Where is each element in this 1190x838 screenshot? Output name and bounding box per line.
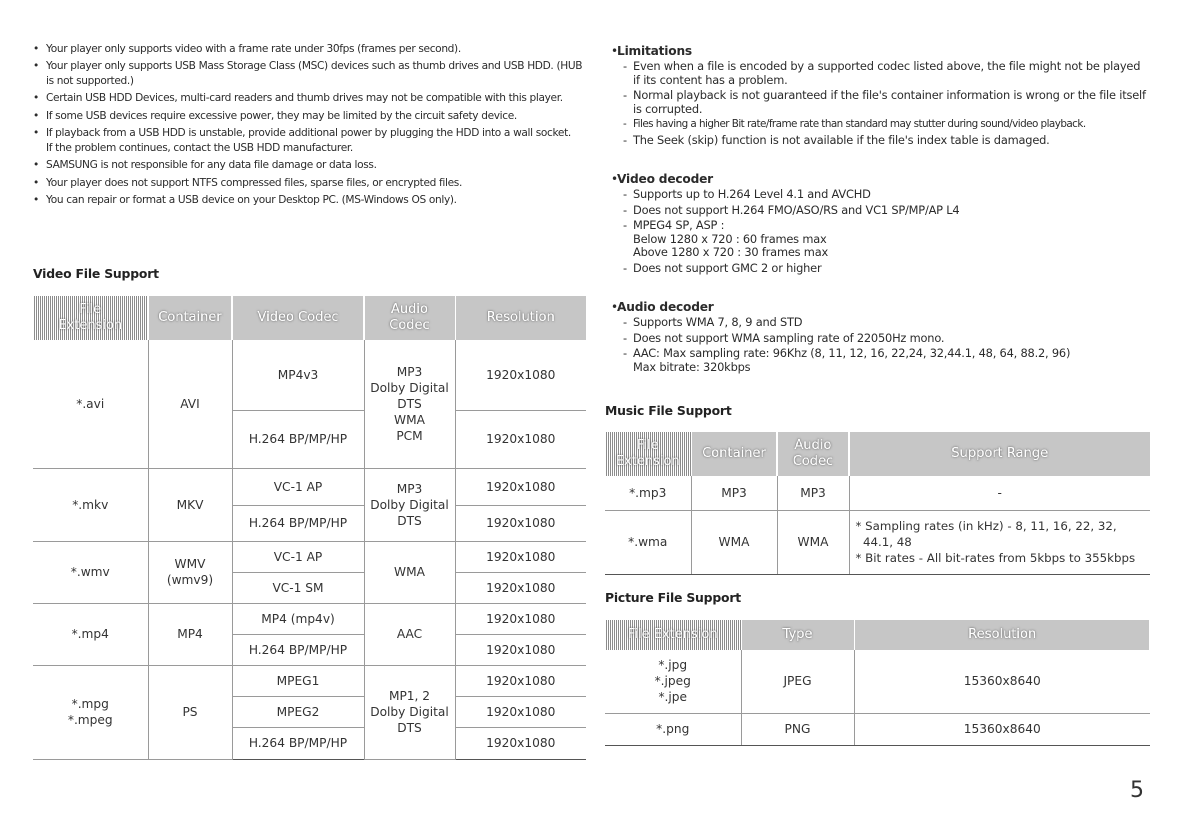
table-row — [33, 468, 586, 505]
table-row — [33, 541, 586, 572]
col-header-extension: File Extension — [605, 620, 741, 650]
note-text: If the problem continues, contact the USB HDD manufacturer. — [46, 141, 353, 154]
col-header-container: Container — [691, 432, 777, 476]
table-header-row — [605, 432, 1150, 476]
note-item: • Your player only supports USB Mass Storage Class (MSC) devices such as thumb drives and USB HDD. (HUB is not supported.) — [33, 59, 586, 88]
usb-notes-list — [33, 42, 586, 210]
note-item: • If some USB devices require excessive power, they may be limited by the circuit safety device. — [33, 109, 586, 123]
audio-decoder-heading: Audio decoder — [617, 300, 714, 314]
cell-audio-codec: MP3 Dolby Digital DTS — [364, 468, 455, 541]
list-item: - Files having a higher Bit rate/frame rate than standard may stutter during sound/video playback. — [617, 118, 1150, 132]
col-header-extension: File Extension — [33, 296, 148, 340]
cell-resolution: 1920x1080 — [455, 340, 586, 410]
cell-extension: *.jpg *.jpeg *.jpe — [605, 650, 741, 713]
list-item: - Even when a file is encoded by a supported codec listed above, the file might not be played if its content has a problem. — [617, 60, 1150, 87]
cell-extension: *.png — [605, 713, 741, 745]
limitations-list — [617, 60, 1150, 148]
cell-container: PS — [148, 665, 232, 759]
table-row — [605, 476, 1150, 510]
note-item: • SAMSUNG is not responsible for any data file damage or data loss. — [33, 158, 586, 172]
list-item: - Normal playback is not guaranteed if the file's container information is wrong or the file itself is corrupted. — [617, 89, 1150, 116]
bullet-dot: • — [611, 300, 619, 314]
col-header-video-codec: Video Codec — [232, 296, 364, 340]
cell-video-codec: VC-1 AP — [232, 468, 364, 505]
list-item: - MPEG4 SP, ASP : Below 1280 x 720 : 60 frames max Above 1280 x 720 : 30 frames max — [617, 219, 1150, 260]
cell-video-codec: H.264 BP/MP/HP — [232, 727, 364, 759]
cell-extension: *.mp4 — [33, 603, 148, 665]
note-text: If playback from a USB HDD is unstable, provide additional power by plugging the HDD into a wall socket. — [46, 127, 571, 140]
page-number: 5 — [1130, 778, 1144, 803]
table-header-row — [33, 296, 586, 340]
note-item: • Your player only supports video with a frame rate under 30fps (frames per second). — [33, 42, 586, 56]
cell-resolution: 1920x1080 — [455, 468, 586, 505]
cell-video-codec: H.264 BP/MP/HP — [232, 505, 364, 541]
cell-container: WMV (wmv9) — [148, 541, 232, 603]
note-item — [33, 126, 586, 140]
note-item: • Your player does not support NTFS compressed files, sparse files, or encrypted files. — [33, 176, 586, 190]
cell-video-codec: MP4 (mp4v) — [232, 603, 364, 634]
col-header-container: Container — [148, 296, 232, 340]
cell-extension: *.mpg *.mpeg — [33, 665, 148, 759]
table-row — [605, 650, 1150, 713]
cell-audio-codec: WMA — [364, 541, 455, 603]
video-decoder-heading: Video decoder — [617, 172, 713, 186]
cell-resolution: 1920x1080 — [455, 410, 586, 468]
col-header-resolution: Resolution — [854, 620, 1150, 650]
table-header-row — [605, 620, 1150, 650]
cell-video-codec: H.264 BP/MP/HP — [232, 410, 364, 468]
cell-resolution: 1920x1080 — [455, 696, 586, 727]
note-item: • You can repair or format a USB device on your Desktop PC. (MS-Windows OS only). — [33, 193, 586, 207]
video-decoder-section — [611, 172, 1150, 278]
limitations-heading: Limitations — [617, 44, 692, 58]
cell-video-codec: VC-1 SM — [232, 572, 364, 603]
cell-container: MP4 — [148, 603, 232, 665]
table-row — [33, 340, 586, 410]
cell-video-codec: VC-1 AP — [232, 541, 364, 572]
cell-resolution: 1920x1080 — [455, 541, 586, 572]
cell-extension: *.mp3 — [605, 476, 691, 510]
cell-container: MKV — [148, 468, 232, 541]
bullet-dot: • — [611, 172, 619, 186]
col-header-audio-codec: Audio Codec — [364, 296, 455, 340]
audio-decoder-list — [617, 316, 1150, 374]
cell-resolution: 15360x8640 — [854, 713, 1150, 745]
cell-audio-codec: MP3 Dolby Digital DTS WMA PCM — [364, 340, 455, 468]
table-row — [33, 603, 586, 634]
cell-resolution: 15360x8640 — [854, 650, 1150, 713]
cell-container: MP3 — [691, 476, 777, 510]
music-support-table — [605, 432, 1150, 575]
list-item: - Does not support WMA sampling rate of 22050Hz mono. — [617, 332, 1150, 346]
cell-audio-codec: WMA — [777, 510, 849, 574]
list-item: - AAC: Max sampling rate: 96Khz (8, 11, 12, 16, 22,24, 32,44.1, 48, 64, 88.2, 96) Max bitrate: 320kbps — [617, 347, 1150, 374]
table-row — [605, 510, 1150, 574]
cell-resolution: 1920x1080 — [455, 727, 586, 759]
col-header-extension: File Extension — [605, 432, 691, 476]
cell-audio-codec: MP1, 2 Dolby Digital DTS — [364, 665, 455, 759]
cell-resolution: 1920x1080 — [455, 603, 586, 634]
list-item: - Does not support H.264 FMO/ASO/RS and VC1 SP/MP/AP L4 — [617, 204, 1150, 218]
cell-type: JPEG — [741, 650, 854, 713]
cell-extension: *.wmv — [33, 541, 148, 603]
cell-extension: *.wma — [605, 510, 691, 574]
col-header-resolution: Resolution — [455, 296, 586, 340]
video-support-table — [33, 296, 586, 760]
cell-resolution: 1920x1080 — [455, 505, 586, 541]
cell-resolution: 1920x1080 — [455, 572, 586, 603]
cell-resolution: 1920x1080 — [455, 634, 586, 665]
limitations-section — [611, 44, 1150, 150]
list-item: - Supports up to H.264 Level 4.1 and AVCHD — [617, 188, 1150, 202]
table-row — [605, 713, 1150, 745]
list-item: - Supports WMA 7, 8, 9 and STD — [617, 316, 1150, 330]
video-file-support-heading: Video File Support — [33, 266, 159, 281]
col-header-type: Type — [741, 620, 854, 650]
list-item: - The Seek (skip) function is not available if the file's index table is damaged. — [617, 134, 1150, 148]
bullet-dot: • — [611, 44, 619, 58]
cell-type: PNG — [741, 713, 854, 745]
note-item: • Certain USB HDD Devices, multi-card readers and thumb drives may not be compatible with this player. — [33, 91, 586, 105]
col-header-audio-codec: Audio Codec — [777, 432, 849, 476]
note-item-continued — [33, 141, 586, 155]
audio-decoder-section — [611, 300, 1150, 377]
cell-container: AVI — [148, 340, 232, 468]
cell-extension: *.mkv — [33, 468, 148, 541]
video-decoder-list — [617, 188, 1150, 276]
cell-resolution: 1920x1080 — [455, 665, 586, 696]
cell-support-range: - — [849, 476, 1150, 510]
col-header-support-range: Support Range — [849, 432, 1150, 476]
picture-support-table — [605, 620, 1150, 746]
cell-extension: *.avi — [33, 340, 148, 468]
cell-audio-codec: MP3 — [777, 476, 849, 510]
cell-video-codec: MPEG1 — [232, 665, 364, 696]
cell-video-codec: MP4v3 — [232, 340, 364, 410]
cell-audio-codec: AAC — [364, 603, 455, 665]
list-item: - Does not support GMC 2 or higher — [617, 262, 1150, 276]
table-row — [33, 665, 586, 696]
cell-support-range: * Sampling rates (in kHz) - 8, 11, 16, 22, 32, 44.1, 48 * Bit rates - All bit-rates from 5kbps to 355kbps — [849, 510, 1150, 574]
cell-video-codec: MPEG2 — [232, 696, 364, 727]
cell-container: WMA — [691, 510, 777, 574]
cell-video-codec: H.264 BP/MP/HP — [232, 634, 364, 665]
picture-file-support-heading: Picture File Support — [605, 590, 741, 605]
music-file-support-heading: Music File Support — [605, 403, 732, 418]
